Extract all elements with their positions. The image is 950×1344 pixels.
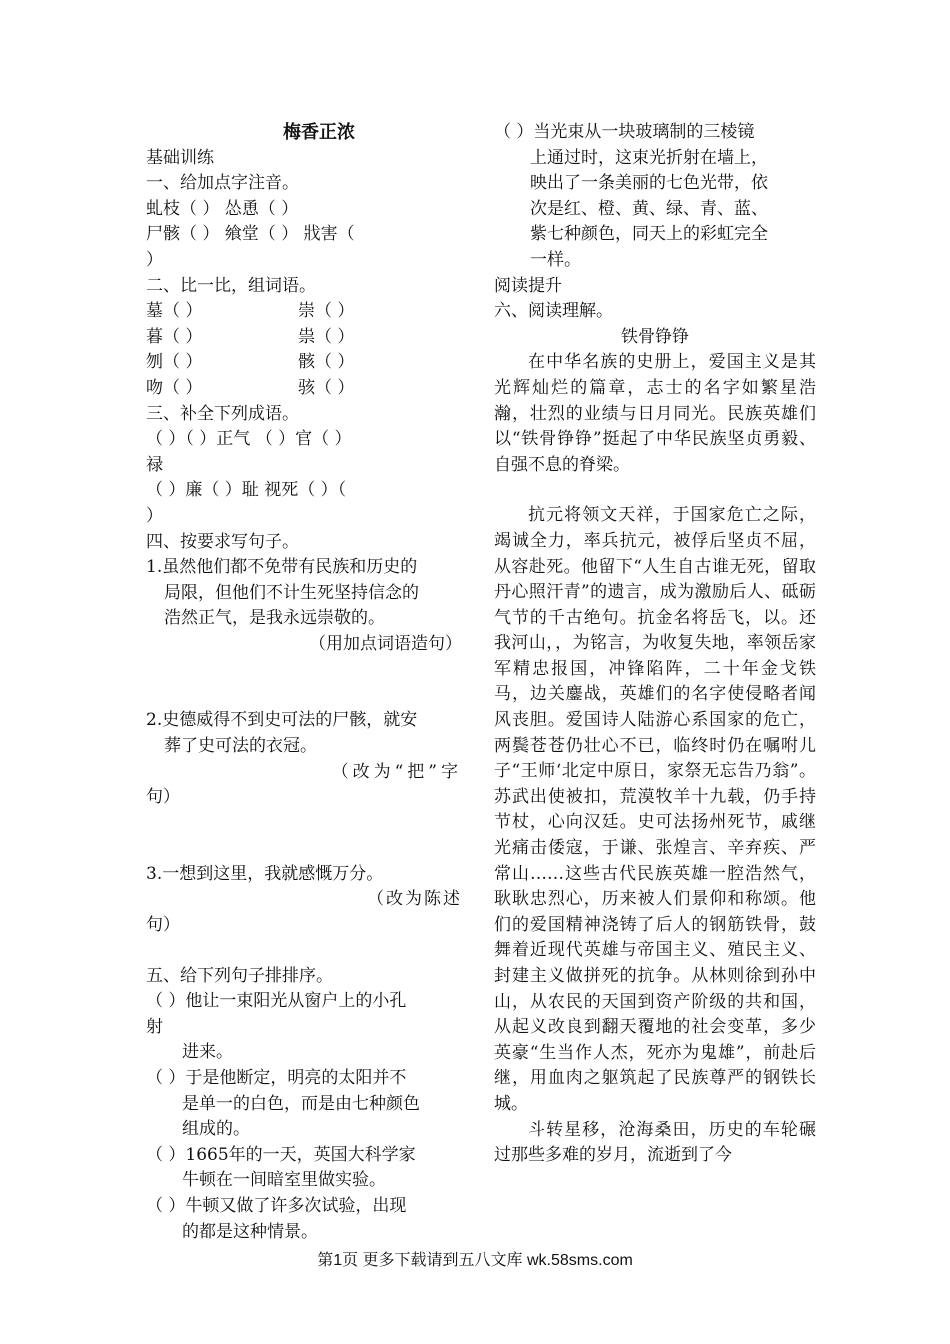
q3-line2: 禄 <box>146 454 163 475</box>
q4-s2-line1: 2.史德威得不到史可法的尸骸，就安 <box>146 710 418 731</box>
q5-item-a3: 进来。 <box>182 1042 233 1063</box>
q3-line3: （ ）廉（ ）耻 视死（ ）（ <box>146 480 347 501</box>
q2-cell: 祟（ ） <box>298 326 355 347</box>
q5-item-d2: 的都是这种情景。 <box>182 1221 318 1242</box>
left-column <box>146 120 462 1245</box>
q2-cell: 崇（ ） <box>298 301 355 322</box>
q5-item-e5: 紫七种颜色，同天上的彩虹完全 <box>530 224 768 245</box>
q4-s3-line1: 3.一想到这里，我就感慨万分。 <box>146 863 384 884</box>
paragraph-gap <box>494 478 816 503</box>
q5-item-b1: （ ）于是他断定，明亮的太阳并不 <box>146 1068 407 1088</box>
q4-s2-requirement-end: 句） <box>146 787 180 808</box>
q2-heading: 二、比一比，组词语。 <box>146 275 316 296</box>
section-basic: 基础训练 <box>146 147 214 168</box>
page-footer: 第1页 更多下载请到五八文库 wk.58sms.com <box>317 1252 633 1269</box>
q5-item-b2: 是单一的白色，而是由七种颜色 <box>182 1093 420 1114</box>
q5-item-e3: 映出了一条美丽的七色光带，依 <box>530 173 768 194</box>
q4-s1-line2: 局限，但他们不计生死坚持信念的 <box>164 582 419 603</box>
q4-s2-requirement: （改为“把”字 <box>331 761 462 782</box>
article-title: 铁骨铮铮 <box>621 326 689 347</box>
q2-row-2 <box>146 325 462 351</box>
article-paragraph-3: 斗转星移，沧海桑田，历史的车轮碾过那些多难的岁月，流逝到了今 <box>494 1119 816 1166</box>
q4-s3-requirement: （改为陈述 <box>367 889 462 910</box>
q1-line3: ） <box>146 249 163 270</box>
q3-line4: ） <box>146 505 163 526</box>
q5-item-c2: 牛顿在一间暗室里做实验。 <box>182 1170 386 1191</box>
article-paragraph-2: 抗元将领文天祥，于国家危亡之际，竭诚全力，率兵抗元，被俘后坚贞不屈，从容赴死。他留下“人生自古谁无死，留取丹心照汗青”的遗言，成为激励后人、砥砺气节的千古绝句。抗金名将岳飞，以。还我河山，，为铭言，为收复失地，率领岳家军精忠报国，冲锋陷阵，二十年金戈铁马，边关鏖战，英雄们的名字使侵略者闻风丧胆。爱国诗人陆游心系国家的危亡，两鬓苍苍仍壮心不已，临终时仍在嘱咐儿子“王师‘北定中原日，家祭无忘告乃翁”。苏武出使被扣，荒漠牧羊十九载，仍手持节杖，心向汉廷。史可法扬州死节，戚继光痛击倭寇，于谦、张煌言、辛弃疾、严常山……这些古代民族英雄一腔浩然气，耿耿忠烈心，历来被人们景仰和称颂。他们的爱国精神浇铸了后人的钢筋铁骨，鼓舞着近现代英雄与帝国主义、殖民主义、封建主义做拼死的抗争。从林则徐到孙中山，从农民的天国到资产阶级的共和国，从起义改良到翻天覆地的社会变革，多少英豪“生当作人杰，死亦为鬼雄”，前赴后继，用血肉之躯筑起了民族尊严的钢铁长城。 <box>494 505 816 1114</box>
q2-cell: 刎（ ） <box>146 352 203 373</box>
q5-item-a2: 射 <box>146 1016 163 1037</box>
q2-cell: 骇（ ） <box>298 377 355 398</box>
q4-s1-requirement: （用加点词语造句） <box>309 633 462 654</box>
q5-item-e6: 一样。 <box>530 249 581 270</box>
answer-space <box>146 939 462 964</box>
q1-heading: 一、给加点字注音。 <box>146 173 299 194</box>
q2-row-1 <box>146 299 462 325</box>
q5-heading: 五、给下列句子排排序。 <box>146 965 333 986</box>
q5-item-d1: （ ）牛顿又做了许多次试验，出现 <box>146 1195 407 1216</box>
article-paragraph-1: 在中华名族的史册上，爱国主义是其光辉灿烂的篇章，志士的名字如繁星浩瀚，壮烈的业绩与日月同光。民族英雄们以“铁骨铮铮”挺起了中华民族坚贞勇毅、自强不息的脊梁。 <box>494 352 816 475</box>
q6-heading: 六、阅读理解。 <box>494 301 613 322</box>
right-column <box>494 120 816 1169</box>
page-title: 梅香正浓 <box>283 122 355 143</box>
q5-item-c1: （ ）1665年的一天，英国大科学家 <box>146 1144 416 1165</box>
q5-item-e1: （ ）当光束从一块玻璃制的三棱镜 <box>494 122 755 142</box>
q5-item-e4: 次是红、橙、黄、绿、青、蓝、 <box>530 198 768 219</box>
q2-cell: 吻（ ） <box>146 377 203 398</box>
q1-line2: 尸骸（ ） 飨堂（ ） 戕害（ <box>146 224 355 245</box>
q2-row-3 <box>146 350 462 376</box>
section-reading: 阅读提升 <box>494 275 562 296</box>
q4-s1-line3: 浩然正气，是我永远崇敬的。 <box>164 608 385 629</box>
q4-s3-requirement-end: 句） <box>146 915 180 936</box>
q2-row-4 <box>146 376 462 402</box>
q2-cell: 骸（ ） <box>298 352 355 373</box>
q4-s1-line1: 1.虽然他们都不免带有民族和历史的 <box>146 557 418 578</box>
q5-item-e2: 上通过时，这束光折射在墙上， <box>530 147 768 168</box>
q3-heading: 三、补全下列成语。 <box>146 403 299 424</box>
q2-cell: 暮（ ） <box>146 326 203 347</box>
q4-s2-line2: 葬了史可法的衣冠。 <box>164 736 317 757</box>
q5-item-a1: （ ）他让一束阳光从窗户上的小孔 <box>146 991 407 1012</box>
answer-space <box>146 657 462 708</box>
q2-cell: 墓（ ） <box>146 301 203 322</box>
q5-item-b3: 组成的。 <box>182 1119 250 1140</box>
q3-line1: （ ）（ ）正气 （ ）官（ ） <box>146 429 352 450</box>
answer-space <box>146 811 462 862</box>
q1-line1: 虬枝（ ） 怂恿（ ） <box>146 198 299 219</box>
q4-heading: 四、按要求写句子。 <box>146 531 299 552</box>
